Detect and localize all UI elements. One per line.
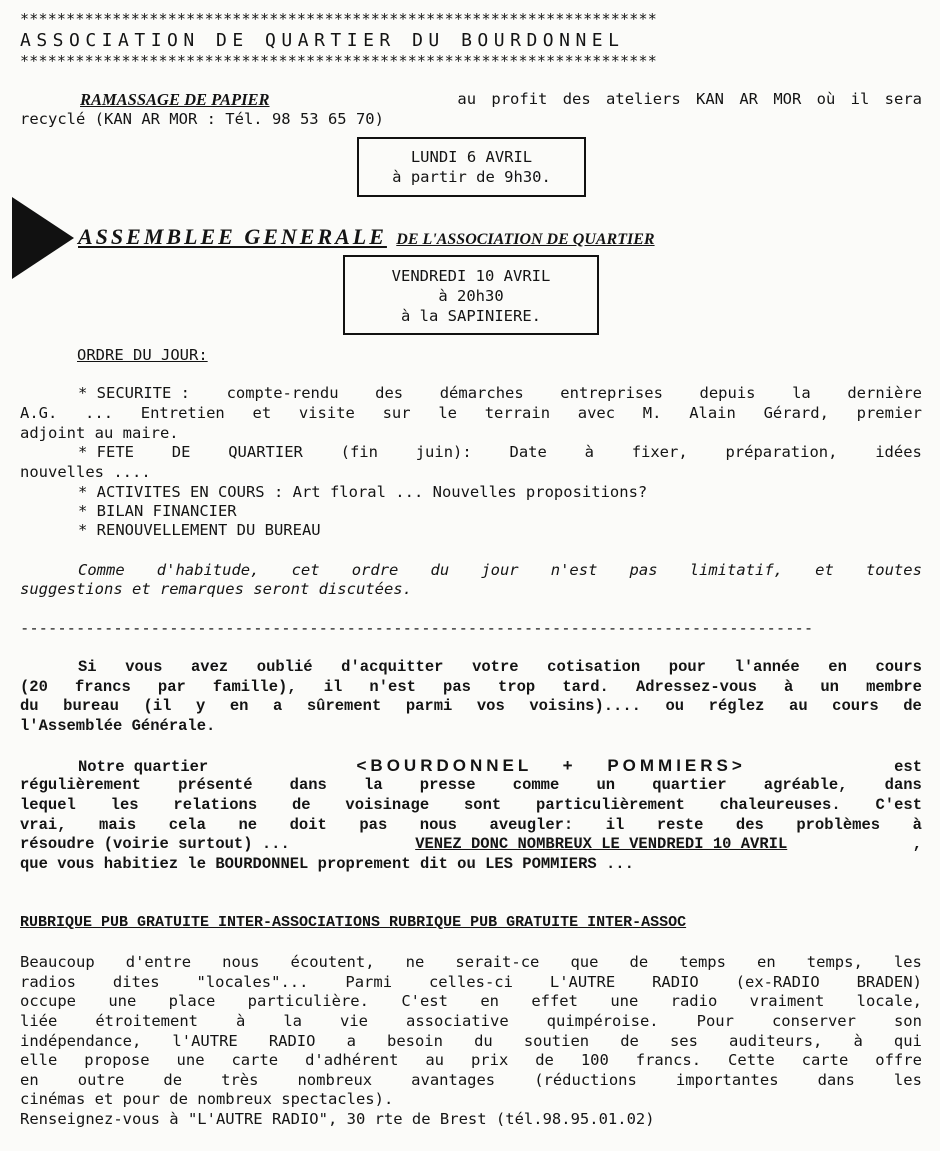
word: Entretien: [140, 404, 225, 422]
quartier-line-3: [20, 796, 922, 814]
word: problèmes: [796, 816, 881, 834]
word: au: [789, 697, 808, 715]
ramassage-line-1-rest: au profit des ateliers KAN AR MOR où il sera: [457, 90, 922, 108]
word: d'acquitter: [341, 658, 444, 676]
word: francs: [75, 678, 131, 696]
ramassage-date: LUNDI 6 AVRIL: [410, 148, 533, 166]
word: ou: [665, 697, 685, 715]
word: a: [346, 1032, 356, 1050]
rubrique-banner: RUBRIQUE PUB GRATUITE INTER-ASSOCIATIONS RUBRIQUE PUB GRATUITE INTER-ASSOC: [20, 914, 687, 931]
quartier-line-5: [20, 835, 922, 853]
word: M.: [642, 404, 662, 422]
word: très: [221, 1071, 259, 1089]
word: et: [815, 561, 834, 579]
word: Cette: [728, 1051, 775, 1069]
word: au: [425, 1051, 445, 1069]
word: RADIO: [652, 973, 699, 991]
cotisation-line-1: [78, 658, 922, 676]
word: voisins)....: [529, 697, 641, 715]
word: le: [438, 404, 457, 422]
word: une: [176, 1051, 205, 1069]
word: fixer,: [631, 443, 688, 461]
assemblee-place: à la SAPINIERE.: [401, 307, 541, 325]
rubrique-line-8: cinémas et pour de nombreux spectacles).: [20, 1090, 394, 1108]
word: particulière.: [247, 992, 369, 1010]
word: famille),: [212, 678, 297, 696]
word: chaleureuses.: [719, 796, 841, 814]
word: limitatif,: [689, 561, 783, 579]
word: Date: [509, 443, 547, 461]
assemblee-title: ASSEMBLEE GENERALE: [78, 224, 387, 249]
word: trop: [498, 678, 536, 696]
word: membre: [866, 678, 922, 696]
word: particulièrement: [536, 796, 685, 814]
word: relations: [173, 796, 258, 814]
word: en: [229, 697, 249, 715]
word: auditeurs,: [729, 1032, 823, 1050]
page-title: ASSOCIATION DE QUARTIER DU BOURDONNEL: [20, 30, 625, 51]
word: QUARTIER: [228, 443, 303, 461]
quartier-names: <BOURDONNEL + POMMIERS>: [356, 756, 746, 775]
word: Alain: [689, 404, 736, 422]
word: a: [272, 697, 283, 715]
word: jour: [481, 561, 519, 579]
word: Beaucoup: [20, 953, 95, 971]
word: C'est: [875, 796, 922, 814]
word: et: [252, 404, 272, 422]
word: que: [570, 953, 599, 971]
word: vie: [340, 1012, 368, 1030]
ordre-line-5: nouvelles ....: [20, 463, 151, 481]
word: n'est: [550, 561, 598, 579]
word: associative: [406, 1012, 509, 1030]
word: reste: [656, 816, 704, 834]
word: les: [893, 953, 922, 971]
word: pour: [668, 658, 706, 676]
word: place: [168, 992, 216, 1010]
word: francs.: [635, 1051, 702, 1069]
word: conserver: [771, 1012, 856, 1030]
word: sûrement: [306, 697, 382, 715]
word: temps: [679, 953, 726, 971]
word: il: [605, 816, 625, 834]
word: un: [820, 678, 839, 696]
assemblee-time: à 20h30: [438, 287, 504, 305]
quartier-est: est: [894, 758, 922, 776]
separator-dashes: -------------------------------------------------------------------------------------: [20, 619, 814, 637]
word: idées: [875, 443, 922, 461]
word: serait-ce: [455, 953, 540, 971]
word: du: [474, 1032, 493, 1050]
header-stars-bottom: *********************************************************************: [20, 52, 657, 70]
assemblee-date: VENDREDI 10 AVRIL: [391, 267, 551, 285]
quartier-line-2: [20, 776, 922, 794]
word: ne: [405, 953, 425, 971]
word: l'AUTRE: [172, 1032, 238, 1050]
word: vous: [125, 658, 163, 676]
word: presse: [419, 776, 476, 794]
word: dans: [289, 776, 327, 794]
word: Si: [78, 658, 97, 676]
word: la: [792, 384, 811, 402]
ordre-line-2: [20, 404, 922, 422]
word: carte: [231, 1051, 279, 1069]
word: de: [163, 1071, 183, 1089]
word: soutien: [523, 1032, 590, 1050]
word: régulièrement: [20, 776, 141, 794]
quartier-line-4: [20, 816, 922, 834]
word: vrai,: [20, 816, 67, 834]
word: vraiment: [749, 992, 825, 1010]
word: des: [735, 816, 764, 834]
word: ne: [238, 816, 258, 834]
word: (réductions: [534, 1071, 637, 1089]
word: C'est: [401, 992, 448, 1010]
word: à: [783, 678, 794, 696]
word: par: [157, 678, 186, 696]
word: réglez: [708, 697, 765, 715]
word: Pour: [696, 1012, 734, 1030]
word: doit: [289, 816, 327, 834]
word: préparation,: [725, 443, 838, 461]
ramassage-date-box: [357, 137, 586, 197]
word: de: [629, 953, 649, 971]
ordre-heading: ORDRE DU JOUR:: [77, 346, 208, 364]
word: cotisation: [547, 658, 641, 676]
word: parmi: [405, 697, 453, 715]
word: dans: [817, 1071, 855, 1089]
word: "locales"...: [196, 973, 309, 991]
word: cela: [168, 816, 206, 834]
word: ordre: [351, 561, 399, 579]
rubrique-line-6: [20, 1051, 922, 1069]
word: celles-ci: [428, 973, 513, 991]
word: terrain: [484, 404, 551, 422]
word: qui: [893, 1032, 922, 1050]
word: voisinage: [345, 796, 430, 814]
word: de: [903, 697, 922, 715]
word: besoin: [386, 1032, 443, 1050]
word: nous: [419, 816, 457, 834]
word: une: [108, 992, 137, 1010]
word: étroitement: [95, 1012, 198, 1030]
word: du: [20, 697, 39, 715]
word: propose: [84, 1051, 150, 1069]
word: premier: [856, 404, 922, 422]
word: ...: [85, 404, 114, 422]
word: compte-rendu: [226, 384, 339, 402]
assemblee-heading-line: [78, 224, 655, 250]
word: d'adhérent: [305, 1051, 399, 1069]
word: (fin: [340, 443, 378, 461]
quartier-call-to-action: VENEZ DONC NOMBREUX LE VENDREDI 10 AVRIL: [415, 835, 788, 853]
word: Gérard,: [763, 404, 829, 422]
word: entreprises: [560, 384, 663, 402]
word: la: [364, 776, 383, 794]
word: n'est: [369, 678, 416, 696]
word: nous: [222, 953, 260, 971]
word: quartier: [652, 776, 727, 794]
word: comme: [512, 776, 560, 794]
word: un: [596, 776, 616, 794]
word: dernière: [847, 384, 922, 402]
word: nombreux: [297, 1071, 373, 1089]
quartier-intro: Notre quartier: [78, 758, 209, 776]
cotisation-line-4: l'Assemblée Générale.: [20, 717, 216, 735]
word: ses: [669, 1032, 698, 1050]
word: BRADEN): [856, 973, 922, 991]
word: A.G.: [20, 404, 58, 422]
word: effet: [531, 992, 578, 1010]
word: quimpéroise.: [546, 1012, 659, 1030]
rubrique-line-5: [20, 1032, 922, 1050]
ordre-line-7: * BILAN FINANCIER: [78, 502, 237, 520]
ordre-line-3: adjoint au maire.: [20, 424, 179, 442]
word: sont: [463, 796, 502, 814]
word: * SECURITE :: [78, 384, 190, 402]
word: RADIO: [268, 1032, 316, 1050]
cotisation-line-3: [20, 697, 922, 715]
word: écoutent,: [290, 953, 375, 971]
word: de: [620, 1032, 639, 1050]
ordre-line-6: * ACTIVITES EN COURS : Art floral ... Nouvelles propositions?: [78, 483, 648, 501]
assemblee-subtitle: DE L'ASSOCIATION DE QUARTIER: [396, 231, 655, 248]
word: L'AUTRE: [549, 973, 616, 991]
rubrique-line-1: [20, 953, 922, 971]
quartier-line-6: que vous habitiez le BOURDONNEL proprement dit ou LES POMMIERS ...: [20, 855, 634, 873]
word: à: [912, 816, 922, 834]
assemblee-date-box: [343, 255, 599, 335]
word: dans: [884, 776, 922, 794]
word: visite: [298, 404, 355, 422]
ordre-line-8: * RENOUVELLEMENT DU BUREAU: [78, 521, 321, 539]
word: en: [20, 1071, 39, 1089]
ramassage-line-1: [80, 90, 922, 110]
word: toutes: [865, 561, 922, 579]
word: cours: [875, 658, 922, 676]
word: à: [853, 1032, 863, 1050]
word: radios: [20, 973, 76, 991]
word: avec: [577, 404, 616, 422]
word: avez: [190, 658, 229, 676]
word: pas: [443, 678, 471, 696]
ramassage-line-2: recyclé (KAN AR MOR : Tél. 98 53 65 70): [20, 110, 384, 128]
word: (ex-RADIO: [735, 973, 820, 991]
rubrique-line-3: [20, 992, 922, 1010]
word: cours: [832, 697, 879, 715]
word: y: [195, 697, 206, 715]
quartier-line-5-end: ,: [912, 835, 922, 853]
word: pas: [629, 561, 658, 579]
word: votre: [472, 658, 519, 676]
word: de: [291, 796, 311, 814]
word: il: [323, 678, 343, 696]
word: avantages: [411, 1071, 496, 1089]
header-stars-top: *********************************************************************: [20, 10, 657, 28]
word: d'entre: [125, 953, 192, 971]
word: en: [757, 953, 776, 971]
word: DE: [171, 443, 191, 461]
ordre-line-4: [78, 443, 922, 461]
ordre-note-line-1: [78, 561, 922, 579]
word: bureau: [63, 697, 119, 715]
word: des: [375, 384, 404, 402]
word: radio: [670, 992, 718, 1010]
word: aveugler:: [489, 816, 574, 834]
cotisation-line-2: [20, 678, 922, 696]
word: à: [235, 1012, 246, 1030]
word: en: [480, 992, 499, 1010]
word: les: [893, 1071, 922, 1089]
ordre-line-1: [78, 384, 922, 402]
word: carte: [801, 1051, 849, 1069]
quartier-line-1: [78, 756, 922, 776]
rubrique-line-2: [20, 973, 922, 991]
ramassage-heading: RAMASSAGE DE PAPIER: [80, 90, 270, 109]
word: 100: [580, 1051, 609, 1069]
word: tard.: [562, 678, 609, 696]
word: cet: [291, 561, 320, 579]
word: Parmi: [345, 973, 393, 991]
ordre-note-line-2: suggestions et remarques seront discutées.: [20, 580, 412, 598]
word: en: [828, 658, 847, 676]
word: * FETE: [78, 443, 134, 461]
word: temps,: [806, 953, 863, 971]
word: depuis: [699, 384, 756, 402]
arrow-marker-icon: [10, 195, 76, 281]
word: lequel: [20, 796, 76, 814]
word: du: [430, 561, 450, 579]
word: à: [584, 443, 594, 461]
word: sur: [382, 404, 411, 422]
word: prix: [470, 1051, 509, 1069]
word: Comme: [78, 561, 125, 579]
word: (20: [20, 678, 48, 696]
word: pas: [359, 816, 388, 834]
word: mais: [99, 816, 137, 834]
word: offre: [875, 1051, 922, 1069]
rubrique-line-7: [20, 1071, 922, 1089]
rubrique-line-9: Renseignez-vous à "L'AUTRE RADIO", 30 rte de Brest (tél.98.95.01.02): [20, 1110, 655, 1128]
word: indépendance,: [20, 1032, 142, 1050]
word: agréable,: [763, 776, 848, 794]
word: présenté: [178, 776, 253, 794]
word: la: [283, 1012, 302, 1030]
word: les: [110, 796, 139, 814]
word: d'habitude,: [156, 561, 260, 579]
word: Adressez-vous: [635, 678, 757, 696]
word: locale,: [856, 992, 922, 1010]
rubrique-line-4: [20, 1012, 922, 1030]
word: vos: [476, 697, 505, 715]
word: occupe: [20, 992, 76, 1010]
word: une: [610, 992, 639, 1010]
word: son: [893, 1012, 922, 1030]
word: de: [535, 1051, 554, 1069]
word: importantes: [675, 1071, 779, 1089]
word: oublié: [256, 658, 313, 676]
word: elle: [20, 1051, 58, 1069]
word: dites: [112, 973, 160, 991]
quartier-line-5-start: résoudre (voirie surtout) ...: [20, 835, 290, 853]
word: juin):: [415, 443, 472, 461]
word: outre: [77, 1071, 125, 1089]
word: démarches: [439, 384, 524, 402]
word: l'année: [734, 658, 800, 676]
word: liée: [20, 1012, 58, 1030]
ramassage-time: à partir de 9h30.: [392, 168, 551, 186]
word: (il: [143, 697, 172, 715]
